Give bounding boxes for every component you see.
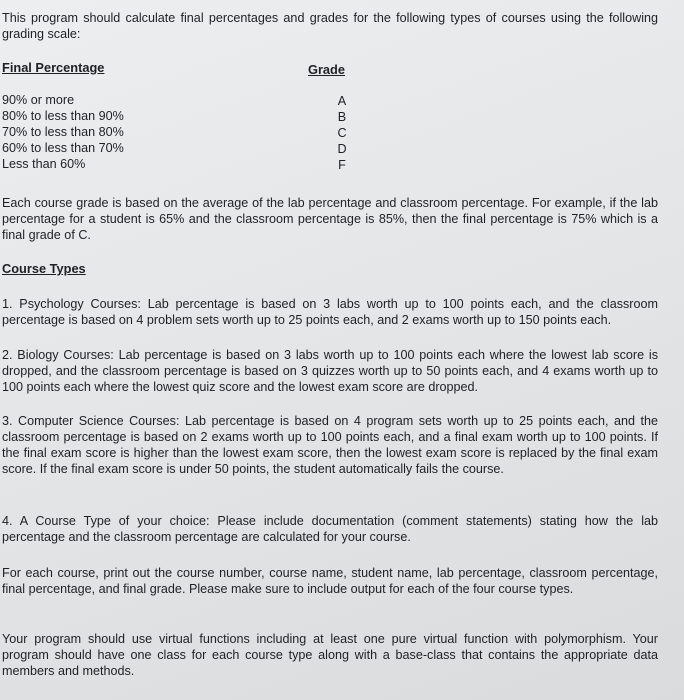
scale-range: 70% to less than 80% — [2, 125, 124, 139]
output-instructions-paragraph: For each course, print out the course number, course name, student name, lab percentage, classroom percentage, final percentage, and final grade. Please make sure to include output for each of the four course types. — [2, 566, 658, 596]
intro-paragraph: This program should calculate final percentages and grades for the following types of courses using the following grading scale: — [2, 11, 658, 41]
scale-range: 80% to less than 90% — [2, 109, 124, 123]
scale-grade: D — [337, 142, 347, 156]
course-item-computer-science: 3. Computer Science Courses: Lab percentage is based on 4 program sets worth up to 25 points each, and the classroom percentage is based on 2 exams worth up to 100 points each, and a final exam worth up to 100 points. If the final exam score is higher than the lowest exam score, then the lowest exam score is replaced by the final exam score. If the final exam score is under 50 points, the student automatically fails the course. — [2, 414, 658, 476]
scale-grade: B — [337, 110, 347, 124]
scale-range: 60% to less than 70% — [2, 141, 124, 155]
course-item-biology: 2. Biology Courses: Lab percentage is based on 3 labs worth up to 100 points each where the lowest lab score is dropped, and the classroom percentage is based on 3 quizzes worth up to 50 points each, and 4 exams worth up to 100 points each where the lowest quiz score and the lowest exam score are dropped. — [2, 348, 658, 394]
course-types-heading: Course Types — [2, 261, 86, 276]
course-item-psychology: 1. Psychology Courses: Lab percentage is based on 3 labs worth up to 100 points each, and the classroom percentage is based on 4 problem sets worth up to 25 points each, and 2 exams worth up to 150 points each. — [2, 297, 658, 327]
final-percentage-header: Final Percentage — [2, 60, 105, 75]
scale-grade: F — [338, 158, 346, 172]
grade-header: Grade — [308, 62, 345, 77]
scale-grade: A — [337, 94, 347, 108]
scale-range: 90% or more — [2, 93, 75, 107]
scale-range: Less than 60% — [2, 157, 86, 171]
explanation-paragraph: Each course grade is based on the average of the lab percentage and classroom percentage. For example, if the lab percentage for a student is 65% and the classroom percentage is 85%, then the final percentage is 75% which is a final grade of C. — [2, 196, 658, 242]
requirements-paragraph: Your program should use virtual functions including at least one pure virtual function with polymorphism. Your program should have one class for each course type along with a base-class that contains the appropriate data members and methods. — [2, 632, 658, 678]
scale-grade: C — [337, 126, 347, 140]
course-item-custom: 4. A Course Type of your choice: Please include documentation (comment statements) stating how the lab percentage and the classroom percentage are calculated for your course. — [2, 514, 658, 544]
